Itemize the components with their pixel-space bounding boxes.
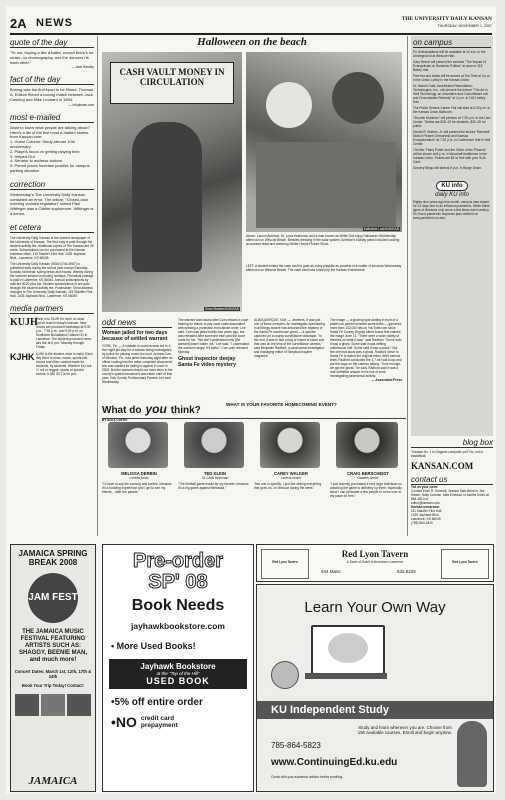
student-photo bbox=[457, 721, 487, 787]
most-emailed-item[interactable]: 3. Helped Out bbox=[10, 153, 35, 159]
red-lyon-name: Red Lyon Tavern bbox=[341, 549, 409, 559]
red-lyon-left-sign bbox=[261, 549, 309, 579]
book-needs-headline: Book Needs bbox=[131, 597, 225, 614]
newspaper-page bbox=[6, 6, 496, 794]
red-lyon-left-text: Red Lyon Tavern bbox=[272, 560, 298, 564]
jamfest-logo bbox=[28, 573, 78, 623]
jamaica-headline: JAMAICA SPRING BREAK 2008 bbox=[18, 549, 88, 567]
contact-line: 1435 Jayhawk Blvd. bbox=[411, 513, 440, 517]
campus-event: Dr. Marcio Oddi, Accelerated Remediation Technologies, Inc., will present the lecture "The Art in Well Technology, an Innovative and Cost-efficient soil and Groundwater Remedy" at 4 p.m. in 103 Lindley Hall. bbox=[413, 84, 488, 104]
red-lyon-right-text: Red Lyon Tavern bbox=[452, 560, 478, 564]
ku-info-title: daily KU info bbox=[435, 192, 469, 198]
odd-body-2: The warrant was issued after Corn missed a court hearing for failure to pay court costs associated with seeking a protection-from-abuse order, Lee said. Corn was jailed briefly four years ago, but was released after someone else paid the court costs for her. "We don't understand why [the warrant] wasn't taken out," Lee said. "I understand the woman's angry. It's awful." Corn was released Monday. bbox=[178, 318, 249, 354]
correction-title: correction bbox=[10, 180, 94, 190]
cash-vault-sign bbox=[110, 62, 234, 104]
most-emailed-item[interactable]: 4. Senator to address visitors bbox=[10, 158, 62, 164]
photo-section-title: Halloween on the beach bbox=[197, 36, 307, 48]
ku-independent-study-ad[interactable] bbox=[256, 584, 494, 792]
kuis-phone: 785-864-5823 bbox=[271, 741, 321, 750]
jamaica-sponsor-logos bbox=[15, 694, 91, 716]
kansan-com-logo[interactable]: KANSAN.COM bbox=[411, 461, 474, 471]
campus-event: The Public Service Career Fair will start at 4:30 p.m. in the Kansas Union Ballroom. bbox=[413, 106, 491, 114]
photo-caption-left: LEFT: A student enters the cash vault to grab as many playbills as possible in a matter of seconds Wednesday afternoon on Wescoe Beach. The cash vault was hosted by the Kansas Endowment. bbox=[246, 264, 402, 272]
respondent-quote: "Not one in specific. I just like seeing everything that goes on, on Wescoe during the week." bbox=[254, 482, 322, 490]
kjhk-text: KJHK is the student voice in radio. Each day there is news, music, sports talk shows and other content made for students, by students. Whether it's rock 'n' roll or reggae, sports or special events, KJHK 90.7 is for you. bbox=[36, 351, 93, 376]
bookstore-tagline: at the "Top of the Hill" bbox=[156, 671, 200, 676]
contact-list bbox=[411, 485, 493, 525]
fact-title: fact of the day bbox=[10, 75, 94, 85]
most-emailed-item[interactable]: 1. Guest Column: Study abroad 10th anniversary bbox=[10, 139, 75, 149]
odd-headline-2: Ghost inspector deejay Santa Fe video mystery bbox=[178, 356, 236, 368]
kuis-headline: Learn Your Own Way bbox=[304, 599, 446, 616]
kjhk-logo: KJHK bbox=[10, 351, 35, 362]
on-campus-list bbox=[413, 50, 491, 170]
respondent-name: TED KLEIN bbox=[203, 471, 227, 476]
respondent-photo bbox=[260, 422, 320, 468]
red-lyon-ad[interactable] bbox=[256, 544, 494, 582]
respondent-hometown: St. Louis freshman bbox=[201, 476, 229, 480]
ku-info-logo: KU info bbox=[436, 181, 467, 191]
contact-title: contact us bbox=[411, 475, 493, 485]
contact-line: (785) 864-4810 bbox=[411, 521, 433, 525]
right-column bbox=[411, 36, 493, 436]
photo-credit: Sean Madden/KANSAN bbox=[205, 307, 239, 311]
respondent-name: MELISSA DERBIN bbox=[121, 471, 157, 476]
contact-line: Tell us your news bbox=[411, 485, 438, 489]
prepayment-line bbox=[111, 714, 245, 730]
red-lyon-right-sign bbox=[441, 549, 489, 579]
jamaica-contact: Book Your Trip Today! Contact: bbox=[21, 683, 85, 688]
kujh-text: Tune in to KUJH for more on what you've read in today's Kansan. New shows are produced weekdays at 5:30 p.m., 7:30 p.m., and 9:30 p.m. on Sunflower Broadband Channel 31 in Lawrence. The student-produced news airs live at 6 p.m. Monday through Friday. bbox=[36, 316, 92, 349]
respondent-quote: "I just recently purchased a very large television so watching the game is definitely up there, especially since I can persuade a few people to come over to my place for free." bbox=[330, 482, 402, 498]
face-left bbox=[266, 82, 312, 128]
photo-credit: Katharine Lusk/KANSAN bbox=[363, 227, 399, 231]
most-emailed-intro: Want to know what people are talking about? Here's a list of the five most e-mailed stories from Kansan.com: bbox=[10, 124, 90, 140]
quote-title: quote of the day bbox=[10, 38, 94, 48]
kuis-text: Study and learn wherever you are. Choose from 150 available courses. Enroll and begin anytime. bbox=[357, 725, 453, 736]
laptop-base bbox=[305, 673, 387, 679]
wdyt-byline: BY ALEX DUFEK bbox=[102, 418, 128, 422]
blog-box-title: blog box bbox=[411, 438, 493, 448]
campus-event: Free tea and treats will be served at Tea Time at 3 p.m. in the Union Lobby in the Kansas Union. bbox=[413, 74, 491, 82]
jayhawk-bookstore-ad[interactable] bbox=[102, 544, 254, 792]
fact-attribution: — infoplease.com bbox=[68, 102, 94, 107]
jamaica-ad[interactable] bbox=[10, 544, 96, 792]
cash-vault-sign-text: CASH VAULT MONEY IN CIRCULATION bbox=[119, 67, 225, 87]
blog-box-text: "Kansas No. 1 in Gagaxin computer poll" No, not in basketball. bbox=[411, 450, 484, 458]
respondent-name: CAREY WALKER bbox=[274, 471, 308, 476]
on-campus-title: on campus bbox=[413, 38, 491, 48]
page-number: 2A bbox=[10, 16, 27, 31]
odd-body-3: ALBUQUERQUE, N.M. — Jewelers, it was just one of those creepers. An investigator specializing in all things bizarre has debunked the mystery of the Santa Fe courthouse ghost — a specter captured on a county surveillance videotape. "In the end, it was in fact a bug or insect of some sort that was on the lens of the surveillance camera," said Benjamin Radford, a paranormal investigator and managing editor of Skeptical Inquirer magazine. bbox=[254, 318, 325, 358]
contact-line: 111 Stauffer-Flint Hall bbox=[411, 509, 442, 513]
respondent-card bbox=[178, 422, 252, 538]
wdyt-title-c: think? bbox=[170, 405, 201, 416]
odd-news-title: odd news bbox=[102, 318, 172, 328]
quote-attribution: — Jack Handey bbox=[71, 65, 94, 70]
photo-caption-above: Above: Lauren Achmoe, St. Louis freshman, and a man known as White Owl enjoy Halloween Wednesday afternoon on Wescoe Beach. Besides dressing in the solar system, Achmoe's holiday plans included cooking an autumn feast and watching Steller House Picture Show. bbox=[246, 234, 400, 246]
most-emailed-item[interactable]: 5. Permit prices increase positive for campus parking situation bbox=[10, 163, 90, 173]
face-right bbox=[332, 72, 384, 124]
issue-date: THURSDAY, NOVEMBER 1, 2007 bbox=[437, 24, 492, 28]
what-do-you-think bbox=[102, 400, 406, 540]
odd-credit: — Associated Press bbox=[371, 378, 402, 382]
fishbowl bbox=[271, 661, 299, 689]
costume-bodies bbox=[256, 142, 396, 228]
wdyt-title-b: you bbox=[145, 402, 167, 416]
masthead bbox=[10, 16, 492, 32]
used-books-line: • More Used Books! bbox=[111, 641, 196, 651]
bookstore-url[interactable]: jayhawkbookstore.com bbox=[130, 621, 225, 631]
cash-vault-photo bbox=[102, 52, 242, 312]
respondent-quote: "The football game would be my favorite, because it's a big game against Nebraska." bbox=[178, 482, 249, 490]
laptop-screen bbox=[311, 625, 385, 675]
bookstore-name: Jayhawk Bookstore bbox=[140, 662, 216, 671]
odd-body-1: YORK, Pa. — A mistake in court records led to a five-night jail stay for a woman being investigated by police for playing music too loud. Andrea Corn, of Windsor, Pa., was jailed Saturday night after an officer looking into the noise complaint discovered she was wanted for failing to appear in court in 2005. But the warrant should not have been in the county's system because it was taken care of that year, York County Prothonotary Pamela Lee said Wednesday. bbox=[102, 344, 173, 384]
wdyt-title-a: What do bbox=[102, 405, 142, 416]
respondent-quote: "I'd have to say the comedy and bonfire, because it's a bonding experience and I get to see my friends... after the parade." bbox=[102, 482, 172, 494]
respondent-photo bbox=[108, 422, 168, 468]
jamaica-dates: Concert Dates: March 1st, 12th, 17th & 24th bbox=[14, 669, 92, 679]
right-column-lower bbox=[411, 438, 493, 538]
respondent-photo bbox=[336, 422, 398, 468]
left-column bbox=[10, 38, 94, 538]
kuis-footer: Check with your academic advisor before enrolling. bbox=[271, 775, 344, 779]
semester-headline: SP' 08 bbox=[148, 571, 208, 593]
contact-line: Lawrence, KS 66045 bbox=[411, 517, 441, 521]
fact-text: Boxing was the first sport to be filmed. Thomas A. Edison filmed a boxing match between Jack Cushing and Mike Leonard in 1894. bbox=[10, 87, 94, 102]
person-silhouette bbox=[132, 122, 202, 272]
respondent-name: CRAIG BERSCHEIDT bbox=[347, 471, 389, 476]
respondent-hometown: Gardner senior bbox=[357, 476, 379, 480]
paper-name: THE UNIVERSITY DAILY KANSAN bbox=[401, 16, 492, 22]
campus-event: Pu Uniexpositions will be available at 10 a.m. in the Underground at Wescoe Hall. bbox=[413, 50, 486, 58]
odd-news bbox=[102, 318, 402, 396]
media-partners-title: media partners bbox=[10, 304, 94, 314]
correction-text: Wednesday's The University Daily Kansan contained an error. The article, "Closed-door meeting violates regulation" stated Paul Wittinger was a Olathe sophomore. Wittinger is a senior. bbox=[10, 191, 94, 216]
column-divider bbox=[407, 36, 408, 536]
prepayment-text: credit card prepayment bbox=[140, 715, 178, 729]
kujh-logo: KUJH bbox=[10, 316, 38, 328]
odd-body-4: The image — a glowing spot darting in front of a pastel car parked beneath some trees — garnered more than 132,000 hits on YouTube.com since Santa Fe County Deputy Alfred Arana first noticed the image June 13. "There were a wide variety of theories on what it was," said Radford. "Some said it was a ghost. Some said it was drifting cottonwood fluff. Some said it was a prank." But the one that stuck was a ghost. Radford drove to Santa Fe to watch the original video. After various tests, Radford concluded the 1.7-hit hula-hoop and put the bugs on the camera casing. "Sure enough, we got the ghost," he said. Radford said it was a rare definitive answer in his line of work investigating paranormal activity. bbox=[330, 318, 402, 378]
kuis-band: KU Independent Study bbox=[257, 701, 493, 719]
kuis-url[interactable]: www.ContinuingEd.ku.edu bbox=[271, 757, 398, 768]
costumes-photo bbox=[246, 52, 402, 232]
quote-text: "To me, buying a like a ballet, except there's no music, no choreography, and the dancers hit each other." bbox=[10, 50, 94, 65]
most-emailed-item[interactable]: 2. Players focus on getting playing time bbox=[10, 148, 80, 154]
red-lyon-address: 944 Mass bbox=[321, 569, 341, 574]
odd-headline-1: Woman jailed for two days because of settled warrant bbox=[102, 330, 168, 342]
masthead-rule bbox=[10, 33, 492, 35]
campus-event: "Shooter Mortimer" will perform at 7:30 p.m. in the Lied Center. Tickets are $15–19 for students, $30–36 for public. bbox=[413, 116, 491, 128]
bookstore-used: USED BOOK bbox=[146, 676, 210, 686]
etcetera-text: The University Daily Kansan is the student newspaper of the University of Kansas. The first copy is paid through the student activity fee. Additional copies of The Kansan are 25 cents. Subscriptions can be purchased at the Kansan business office, 119 Stauffer-Flint Hall, 1435 Jayhawk Blvd., Lawrence, KS 66045. bbox=[10, 235, 94, 260]
respondent-card bbox=[254, 422, 328, 538]
prepayment-no: •NO bbox=[111, 714, 137, 730]
etcetera-text-2: The University Daily Kansan (ISSN 0746-4967) is published daily during the school year except Saturday, Sunday, fall break, spring break and exams. Weekly during the summer session excluding holidays. Periodical postage is paid in Lawrence, KS 66044. Annual subscriptions by mail are $120 plus tax. Student subscriptions of are paid through the student activity fee. Postmaster: Send address changes to The University Daily Kansan, 119 Stauffer-Flint Hall, 1435 Jayhawk Blvd., Lawrence, KS 66045 bbox=[10, 261, 94, 298]
most-emailed-list bbox=[10, 140, 94, 174]
campus-event: Grocery Bingo will start at 8 p.m. in Burge Union. bbox=[413, 166, 482, 170]
red-lyon-tagline: A Taste of Dutch in downtown Lawrence bbox=[346, 560, 404, 564]
jamfest-logo-text: JAM FEST bbox=[28, 592, 78, 603]
contact-line: Contact Erick R. Schmidt, Jessica Sain-Baird or Joe Hasen, Sally Carman, Matt Erickson or Ashlee Koleo at 864-4810 or bbox=[411, 489, 489, 501]
campus-event: The film "Harry Potter and the Order of the Phoenix" will be shown at 8 p.m. in Woodruff Auditorium in the Kansas Union. Tickets are $2 or free with your SUA Card. bbox=[413, 148, 487, 164]
respondent-photo bbox=[184, 422, 244, 468]
respondent-hometown: Lenexa senior bbox=[280, 476, 302, 480]
wdyt-rule bbox=[102, 418, 406, 419]
respondent-card bbox=[330, 422, 406, 538]
section-name: NEWS bbox=[36, 17, 73, 29]
preorder-headline: Pre-order bbox=[132, 550, 224, 572]
red-lyon-phone: 832.8228 bbox=[397, 569, 416, 574]
campus-event: Gerald R. Butters, Jr. will present the lecture "Banned!: Motion Picture Censorship and Kansas Exceptionalism" at 7:30 p.m. in Conference Hall in Hall Center. bbox=[413, 130, 491, 146]
etcetera-title: et cetera bbox=[10, 223, 94, 233]
ku-info-text: Eighty nine years ago this month, campus was closed for 31 days due to an influenza pandemic. While these types of illnesses only occur a few times each century, KU has a pandemic response plan outlined on www.pandemic.ku.edu. bbox=[413, 200, 490, 220]
column-divider bbox=[97, 36, 98, 536]
contact-line: Kansan newsroom bbox=[411, 505, 440, 509]
jamaica-footer: JAMAICA bbox=[28, 775, 78, 787]
respondent-hometown: Lenexa junior bbox=[129, 476, 149, 480]
wdyt-question: WHAT IS YOUR FAVORITE HOMECOMING EVENT? bbox=[226, 402, 337, 407]
kuis-illustration bbox=[271, 625, 391, 695]
campus-event: Gary Resch will present the seminar "The Impact of Evangelicals on Business Politics" at noon in 318 Bailey Hall. bbox=[413, 60, 486, 72]
bookstore-logo bbox=[109, 659, 247, 689]
respondent-card bbox=[102, 422, 176, 538]
jamaica-lineup: THE JAMAICA MUSIC FESTIVAL FEATURING ARTISTS SUCH AS: SHAGGY, BEENIE MAN, and much more! bbox=[18, 629, 87, 663]
kujh-block bbox=[10, 317, 94, 349]
most-emailed-title: most e-mailed bbox=[10, 113, 94, 123]
discount-line: •5% off entire order bbox=[111, 697, 203, 708]
kjhk-block bbox=[10, 352, 94, 376]
contact-email[interactable]: editor@kansan.com. bbox=[411, 501, 441, 505]
